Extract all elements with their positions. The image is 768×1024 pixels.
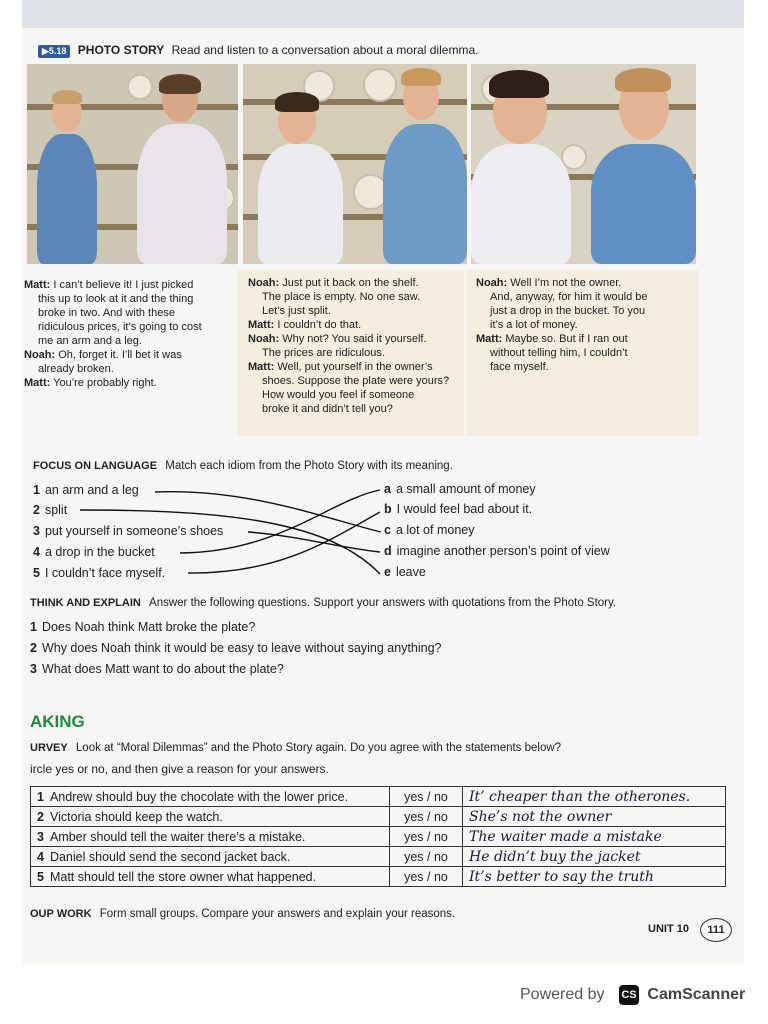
dialog-line: The prices are ridiculous. <box>262 347 385 359</box>
dialog-line: Just put it back on the shelf. <box>282 277 419 289</box>
dialog-line: broke it and didn’t tell you? <box>262 403 393 415</box>
group-work-header <box>30 908 455 920</box>
survey-table <box>30 786 726 887</box>
camscanner-logo-icon: CS <box>619 985 639 1005</box>
dialog-line: Well I’m not the owner. <box>510 277 622 289</box>
dialog-line: already broken. <box>38 363 114 375</box>
yes-no-choice[interactable]: yes / no <box>390 807 463 827</box>
speaker-label: Noah: <box>248 333 280 345</box>
dialog-line: face myself. <box>490 361 549 373</box>
dialog-line: I can’t believe it! I just picked <box>53 279 194 291</box>
survey-instruction: Look at “Moral Dilemmas” and the Photo Story again. Do you agree with the statements below? <box>75 742 562 754</box>
camscanner-brand: CamScanner <box>647 986 746 1004</box>
group-work-title: OUP WORK <box>30 908 92 920</box>
reason-field[interactable]: The waiter made a mistake <box>463 827 726 847</box>
idiom-item: 2 split <box>33 503 68 517</box>
idiom-item: 1 an arm and a leg <box>33 483 139 497</box>
yes-no-choice[interactable]: yes / no <box>390 787 463 807</box>
reason-field[interactable]: She’s not the owner <box>463 807 726 827</box>
dialog-line: And, anyway, for him it would be <box>490 291 648 303</box>
statement-cell: 3 Amber should tell the waiter there’s a mistake. <box>31 827 390 847</box>
dialog-line: I couldn’t do that. <box>277 319 362 331</box>
page-number: 111 <box>700 918 732 942</box>
reason-field[interactable]: He didn’t buy the jacket <box>463 847 726 867</box>
statement-cell: 5 Matt should tell the store owner what happened. <box>31 867 390 887</box>
speaker-label: Noah: <box>248 277 280 289</box>
question-item: 2 Why does Noah think it would be easy to leave without saying anything? <box>30 641 442 655</box>
table-row <box>31 827 726 847</box>
focus-instruction: Match each idiom from the Photo Story with its meaning. <box>165 460 453 472</box>
table-row <box>31 807 726 827</box>
table-row <box>31 847 726 867</box>
idiom-item: 3 put yourself in someone’s shoes <box>33 524 224 538</box>
meaning-item: b I would feel bad about it. <box>384 502 533 516</box>
photo-story-title: PHOTO STORY <box>77 43 165 57</box>
table-row <box>31 867 726 887</box>
reason-field[interactable]: It’ cheaper than the otherones. <box>463 787 726 807</box>
meaning-item: e leave <box>384 565 426 579</box>
match-line-1 <box>155 492 381 532</box>
powered-by-text: Powered by <box>520 986 605 1004</box>
dialog-line: The place is empty. No one saw. <box>262 291 421 303</box>
speaker-label: Noah: <box>24 349 56 361</box>
speaker-label: Matt: <box>248 319 275 331</box>
dialog-line: You’re probably right. <box>53 377 157 389</box>
dialog-line: shoes. Suppose the plate were yours? <box>262 375 450 387</box>
speaking-heading: AKING <box>30 712 85 731</box>
photo-story-instruction: Read and listen to a conversation about a moral dilemma. <box>171 43 479 57</box>
dialog-line: without telling him, I couldn’t <box>490 347 628 359</box>
dialog-line: Oh, forget it. I’ll bet it was <box>58 349 182 361</box>
match-line-5 <box>188 512 380 573</box>
focus-title: FOCUS ON LANGUAGE <box>33 460 158 472</box>
speaker-label: Matt: <box>24 279 51 291</box>
speaker-label: Matt: <box>24 377 51 389</box>
yes-no-choice[interactable]: yes / no <box>390 827 463 847</box>
dialog-line: it’s a lot of money. <box>490 319 578 331</box>
reason-field[interactable]: It’s better to say the truth <box>463 867 726 887</box>
dialog-line: broke in two. And with these <box>38 307 175 319</box>
table-row <box>31 787 726 807</box>
think-header <box>30 597 616 609</box>
meaning-item: d imagine another person’s point of view <box>384 544 610 558</box>
meaning-item: a a small amount of money <box>384 482 536 496</box>
dialog-line: How would you feel if someone <box>262 389 415 401</box>
question-item: 1 Does Noah think Matt broke the plate? <box>30 620 256 634</box>
survey-instruction-line-2: ircle yes or no, and then give a reason for your answers. <box>30 762 329 776</box>
dialog-line: this up to look at it and the thing <box>38 293 194 305</box>
dialog-line: ridiculous prices, it’s going to cost <box>38 321 202 333</box>
dialog-line: Let’s just split. <box>262 305 331 317</box>
survey-header <box>30 742 561 754</box>
speaker-label: Noah: <box>476 277 508 289</box>
idiom-item: 4 a drop in the bucket <box>33 545 155 559</box>
track-number: 5.18 <box>48 46 67 56</box>
camscanner-watermark <box>520 985 745 1005</box>
idiom-item: 5 I couldn’t face myself. <box>33 566 166 580</box>
speaker-label: Matt: <box>248 361 275 373</box>
statement-cell: 1 Andrew should buy the chocolate with the lower price. <box>31 787 390 807</box>
yes-no-choice[interactable]: yes / no <box>390 847 463 867</box>
dialog-line: Maybe so. But if I ran out <box>505 333 628 345</box>
unit-label: UNIT 10 <box>648 923 689 935</box>
yes-no-choice[interactable]: yes / no <box>390 867 463 887</box>
think-title: THINK AND EXPLAIN <box>30 597 141 609</box>
dialog-line: me an arm and a leg. <box>38 335 142 347</box>
dialog-line: Why not? You said it yourself. <box>282 333 427 345</box>
audio-track-badge[interactable]: ▶5.18 <box>38 45 70 58</box>
survey-title: URVEY <box>30 742 68 754</box>
statement-cell: 4 Daniel should send the second jacket back. <box>31 847 390 867</box>
match-line-4 <box>180 490 380 553</box>
speaker-label: Matt: <box>476 333 503 345</box>
dialog-line: Well, put yourself in the owner’s <box>277 361 433 373</box>
group-work-instruction: Form small groups. Compare your answers and explain your reasons. <box>99 908 456 920</box>
meaning-item: c a lot of money <box>384 523 475 537</box>
think-instruction: Answer the following questions. Support your answers with quotations from the Photo Story. <box>149 597 617 609</box>
dialog-line: just a drop in the bucket. To you <box>490 305 646 317</box>
statement-cell: 2 Victoria should keep the watch. <box>31 807 390 827</box>
question-item: 3 What does Matt want to do about the plate? <box>30 662 284 676</box>
